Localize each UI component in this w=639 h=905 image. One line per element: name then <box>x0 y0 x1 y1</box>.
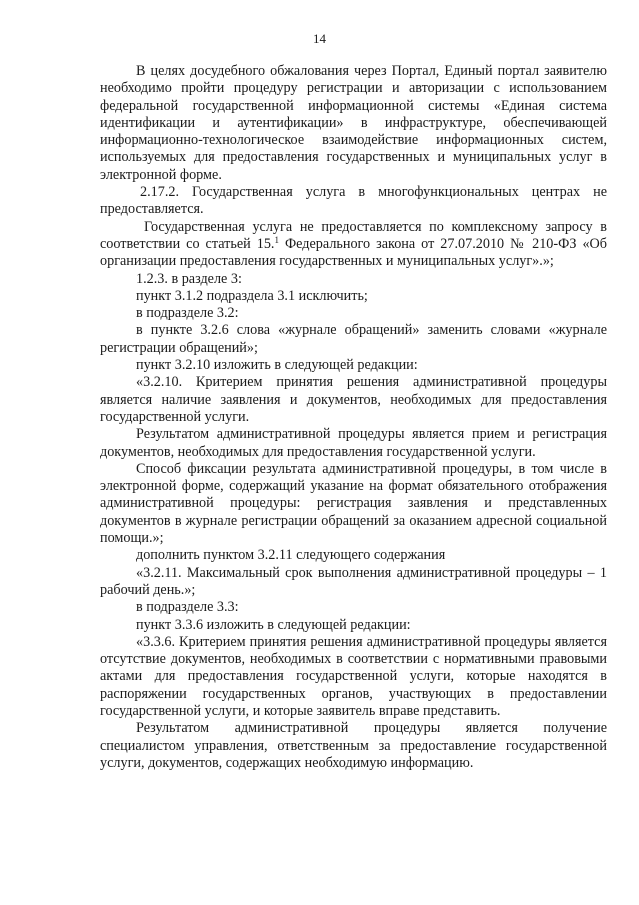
paragraph-3-2-10-fixation: Способ фиксации результата административной процедуры, в том числе в электронной форме, содержащий указание на формат обязательного отображения административной процедуры: регистрация заявления и представленных документов в журнале регистрации обращений за оказанием адресной социальной помощи.»; <box>100 460 607 547</box>
paragraph-3-3-6-criterion: «3.3.6. Критерием принятия решения административной процедуры является отсутствие документов, необходимых в соответствии с нормативными правовыми актами для предоставления государственной услуги, которые находятся в распоряжении государственных органов, участвующих в предоставлении государственной услуги, и которые заявитель вправе представить. <box>100 633 607 719</box>
paragraph-3-2-6: в пункте 3.2.6 слова «журнале обращений» заменить словами «журнале регистрации обращений»; <box>100 322 607 356</box>
paragraph-subsection-3-2: в подразделе 3.2: <box>136 305 239 322</box>
paragraph-complex-request <box>100 219 607 271</box>
paragraph-3-3-6-intro: пункт 3.3.6 изложить в следующей редакции: <box>136 616 411 633</box>
paragraph-3-2-10-criterion: «3.2.10. Критерием принятия решения административной процедуры является наличие заявления и документов, необходимых для предоставления государственной услуги. <box>100 374 607 425</box>
paragraph-subsection-3-3: в подразделе 3.3: <box>136 599 239 616</box>
article-superscript: 1 <box>274 234 279 245</box>
paragraph-3-2-11-text: «3.2.11. Максимальный срок выполнения административной процедуры – 1 рабочий день.»; <box>100 564 607 598</box>
complex-request-text-after: Федерального закона от 27.07.2010 № 210-ФЗ «Об организации предоставления государственных и муниципальных услуг».»; <box>100 235 608 270</box>
paragraph-3-2-11-intro: дополнить пунктом 3.2.11 следующего содержания <box>136 547 446 564</box>
paragraph-1-2-3: 1.2.3. в разделе 3: <box>136 270 242 287</box>
paragraph-3-2-10-result: Результатом административной процедуры является прием и регистрация документов, необходимых для предоставления государственной услуги. <box>100 426 607 460</box>
document-body <box>100 63 607 772</box>
complex-request-text-before: Государственная услуга не предоставляется по комплексному запросу в соответствии со статьей 15. <box>100 218 607 252</box>
paragraph-exclude-3-1-2: пункт 3.1.2 подраздела 3.1 исключить; <box>136 287 368 304</box>
paragraph-3-3-6-result: Результатом административной процедуры является получение специалистом управления, ответственным за предоставление государственной услуги, документов, содержащих необходимую информацию. <box>100 720 607 771</box>
paragraph-portal-appeal: В целях досудебного обжалования через Портал, Единый портал заявителю необходимо пройти процедуру регистрации и авторизации с использованием федеральной государственной информационной системы «Единая система идентификации и аутентификации» в инфраструктуре, обеспечивающей информационно-технологическое взаимодействие информационных систем, используемых для предоставления государственных и муниципальных услуг в электронной форме. <box>100 63 607 183</box>
paragraph-3-2-10-intro: пункт 3.2.10 изложить в следующей редакции: <box>136 357 418 374</box>
paragraph-2-17-2: 2.17.2. Государственная услуга в многофункциональных центрах не предоставляется. <box>100 184 607 218</box>
page-number: 14 <box>313 31 326 46</box>
